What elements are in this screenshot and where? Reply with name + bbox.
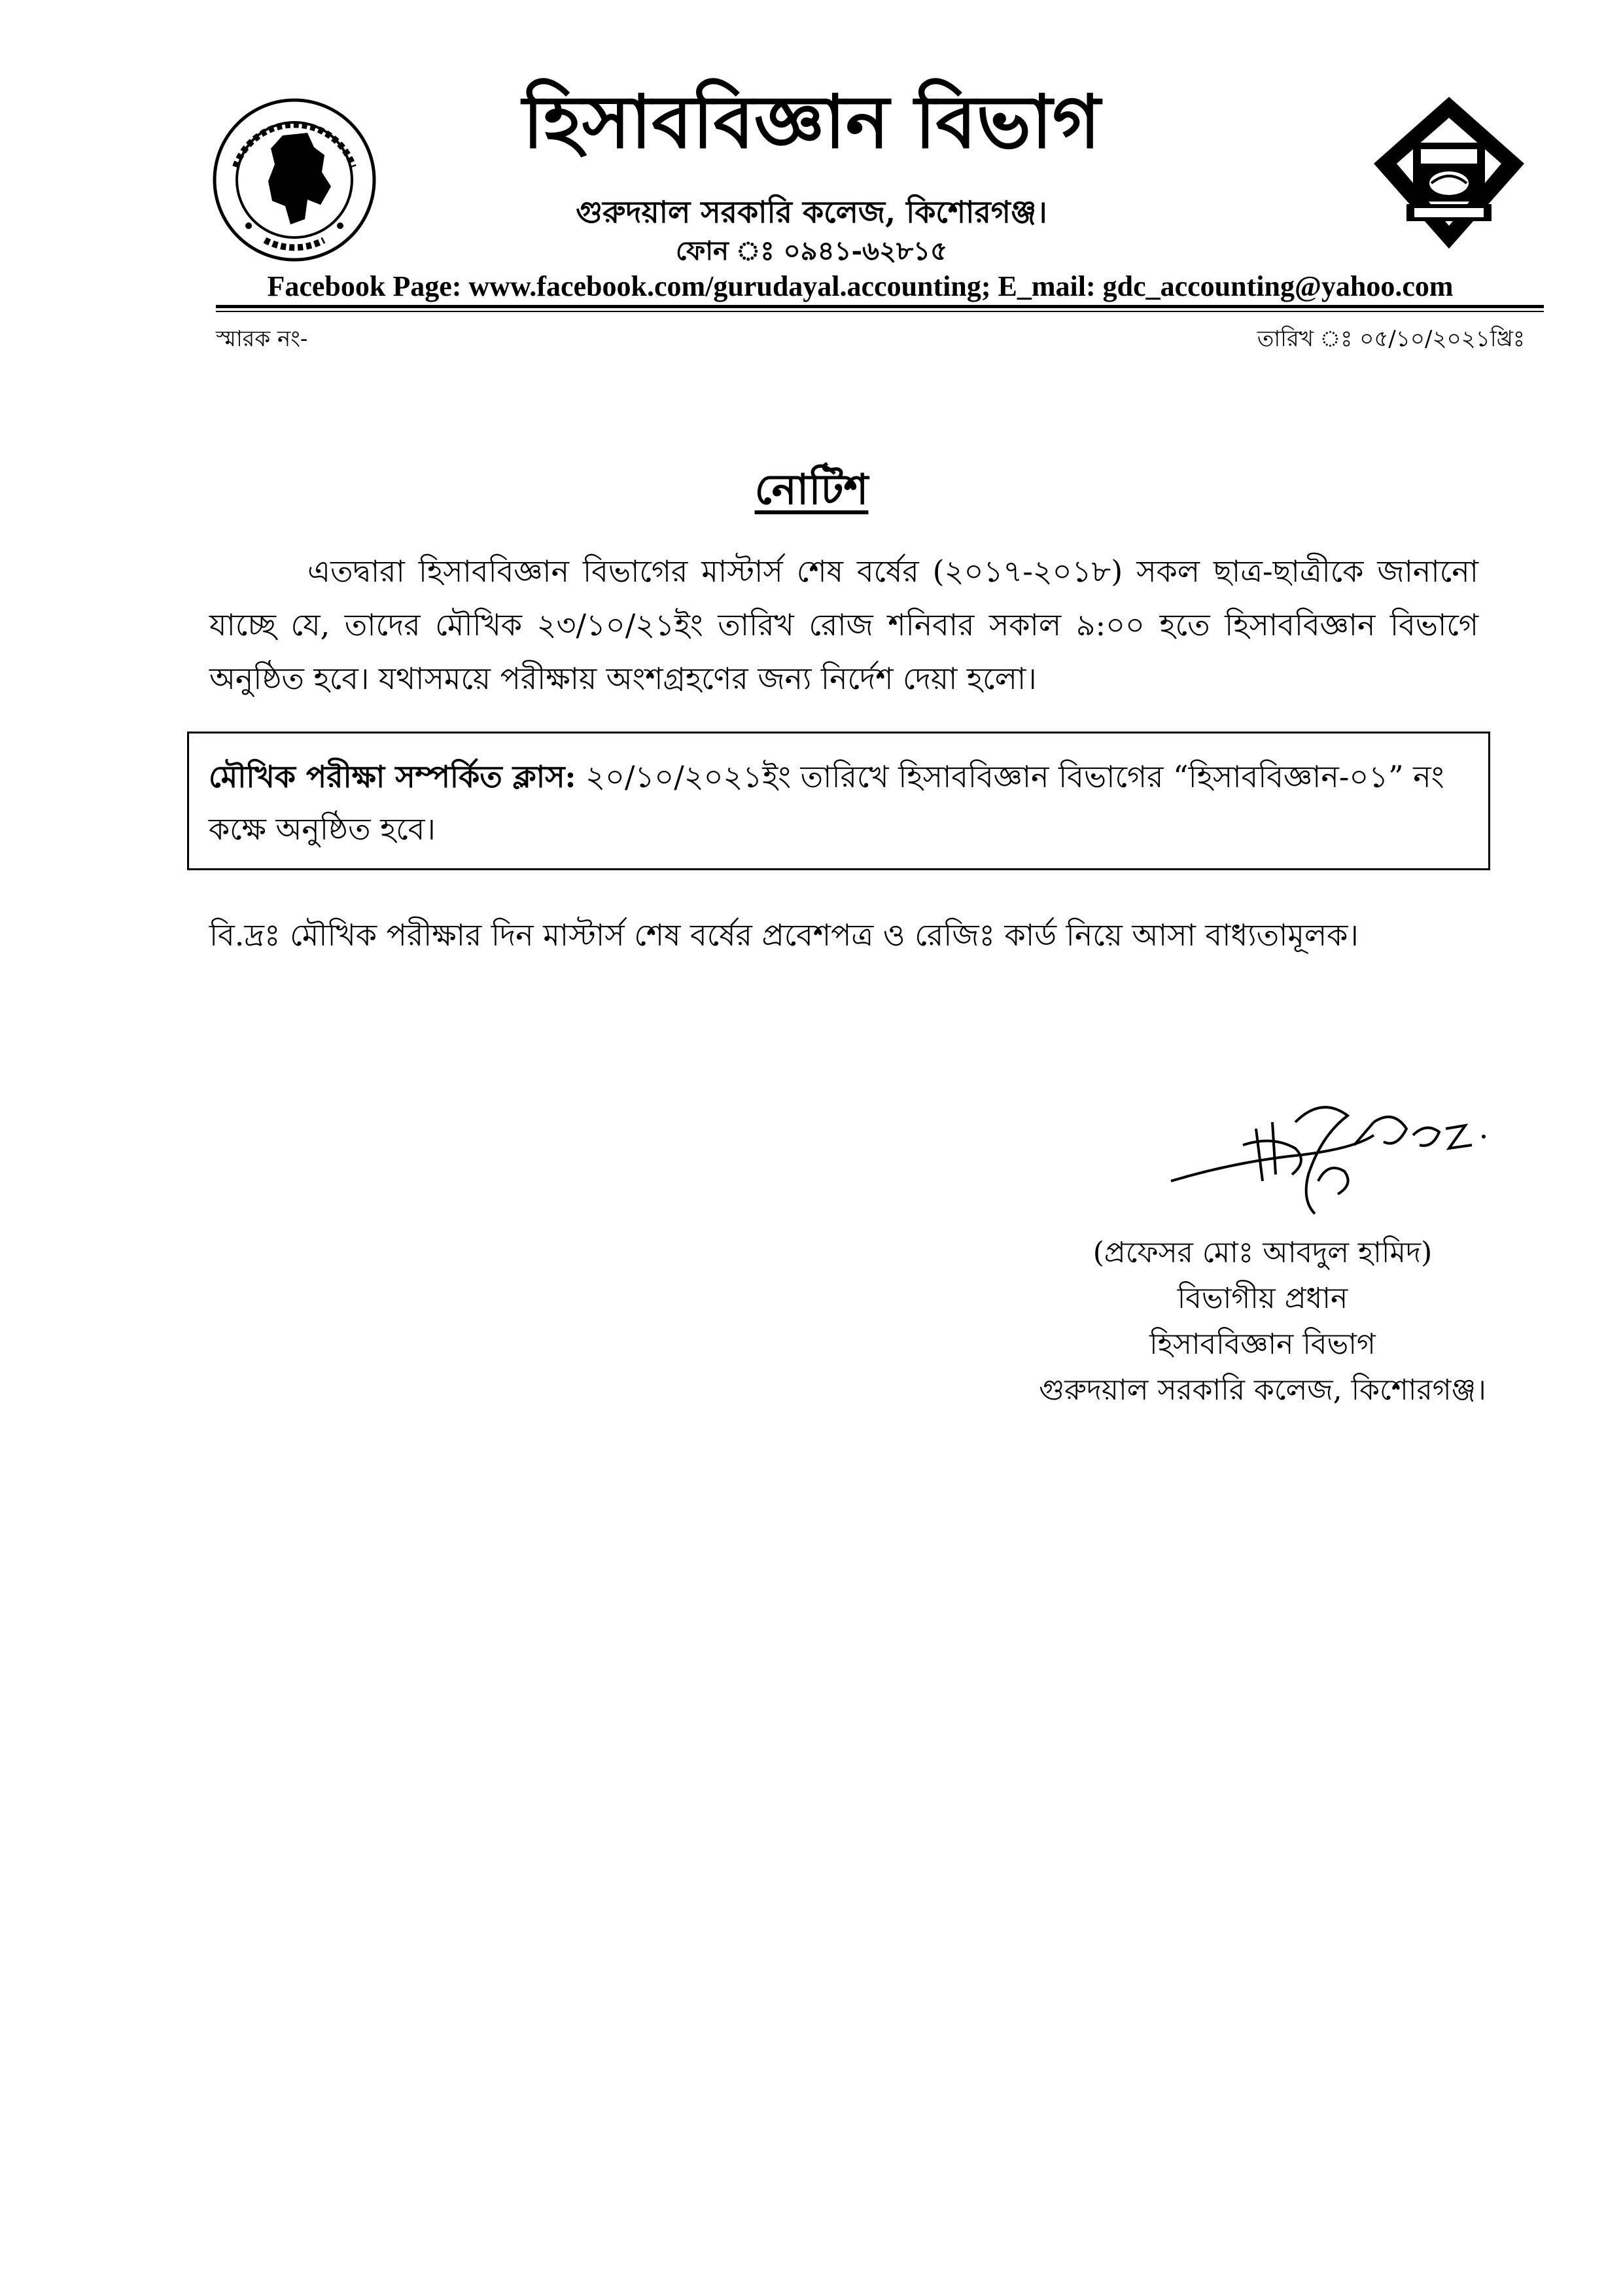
notice-body: এতদ্বারা হিসাববিজ্ঞান বিভাগের মাস্টার্স শেষ বর্ষের (২০১৭-২০১৮) সকল ছাত্র-ছাত্রীকে জানানো যাচ্ছে যে, তাদের মৌখিক ২৩/১০/২১ইং তারিখ রোজ শনিবার সকাল ৯:০০ হতে হিসাববিজ্ঞান বিভাগে অনুষ্ঠিত হবে। যথাসময়ে পরীক্ষায় অংশগ্রহণের জন্য নির্দেশ দেয়া হলো। — [209, 554, 1478, 696]
contact-info: Facebook Page: www.facebook.com/gurudayal.accounting; E_mail: gdc_accounting@yahoo.com — [267, 270, 1454, 302]
issue-date: তারিখ ঃ ০৫/১০/২০২১খ্রিঃ — [1257, 326, 1525, 352]
phone-number: ফোন ঃ ০৯৪১-৬২৮১৫ — [675, 236, 948, 266]
signatory-college: গুরুদয়াল সরকারি কলেজ, কিশোরগঞ্জ। — [1039, 1373, 1486, 1407]
department-title: হিসাববিজ্ঞান বিভাগ — [522, 79, 1101, 165]
class-info-label: মৌখিক পরীক্ষা সম্পর্কিত ক্লাস: — [209, 759, 576, 794]
college-name: গুরুদয়াল সরকারি কলেজ, কিশোরগঞ্জ। — [576, 194, 1047, 230]
class-info-box — [187, 732, 1490, 870]
signatory-department: হিসাববিজ্ঞান বিভাগ — [1149, 1328, 1376, 1361]
signatory-name: (প্রফেসর মোঃ আবদুল হামিদ) — [1092, 1236, 1433, 1269]
class-info-text: ২০/১০/২০২১ইং তারিখে হিসাববিজ্ঞান বিভাগের “হিসাববিজ্ঞান-০১” নং কক্ষে অনুষ্ঠিত হবে। — [209, 759, 1444, 847]
header-rule-thin — [216, 311, 1544, 312]
header-rule — [216, 305, 1544, 308]
memo-number: স্মারক নং- — [216, 326, 308, 352]
signatory-designation: বিভাগীয় প্রধান — [1177, 1282, 1348, 1315]
handwritten-signature-icon — [1158, 1083, 1498, 1246]
notice-heading — [0, 458, 1623, 528]
notice-heading-text: নোটিশ — [754, 465, 869, 514]
postscript: বি.দ্রঃ মৌখিক পরীক্ষার দিন মাস্টার্স শেষ বর্ষের প্রবেশপত্র ও রেজিঃ কার্ড নিয়ে আসা বাধ্যতামূলক। — [209, 917, 1359, 953]
signatory-block — [968, 1230, 1557, 1413]
college-emblem-icon — [1367, 92, 1531, 255]
